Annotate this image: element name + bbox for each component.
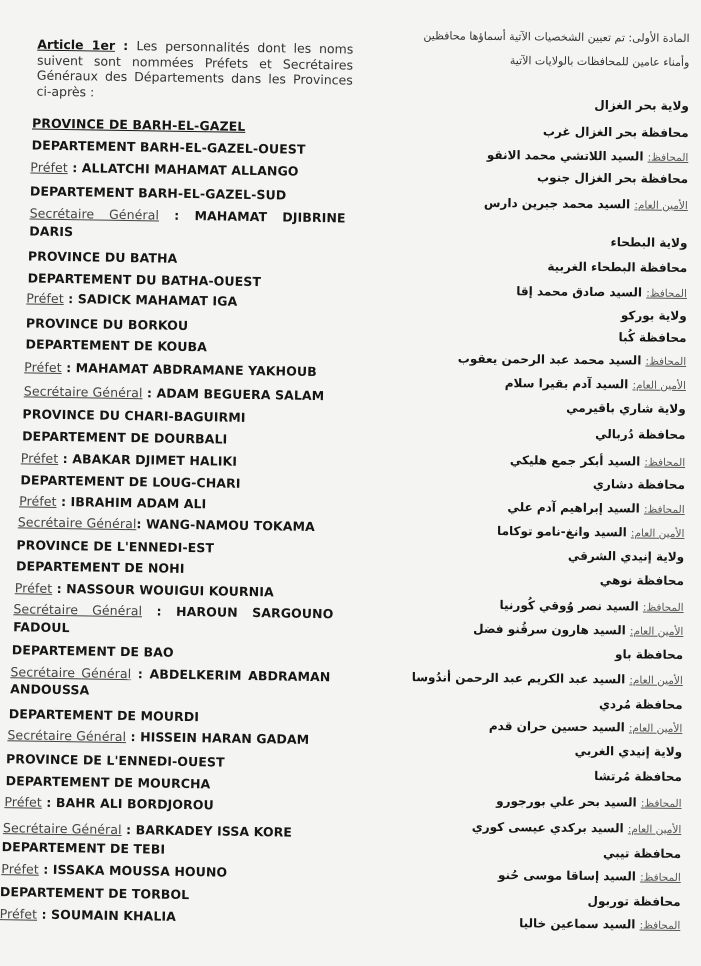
arabic-governor-label: المحافظ: xyxy=(639,919,681,932)
arabic-governor-line: المحافظ: السيد إساقا موسى حُنو xyxy=(497,868,681,884)
prefet-line: Préfet : NASSOUR WOUIGUI KOURNIA xyxy=(14,580,274,600)
official-name-continued: FADOUL xyxy=(13,619,70,636)
arabic-department-heading: محافظة مُرتشا xyxy=(594,769,682,784)
prefet-label: Préfet xyxy=(24,359,62,376)
arabic-sg-label: الأمين العام: xyxy=(627,823,682,836)
arabic-sg-label: الأمين العام: xyxy=(630,527,685,540)
department-heading: DEPARTEMENT DE BAO xyxy=(11,642,174,660)
prefet-label: Préfet xyxy=(30,159,68,176)
arabic-department-heading: محافظة نوهي xyxy=(599,573,684,588)
arabic-sg-line: الأمين العام: السيد هارون سرقُنو فضل xyxy=(473,621,684,638)
official-name: BARKADEY ISSA KORE xyxy=(135,822,293,840)
prefet-line: Préfet : MAHAMAT ABDRAMANE YAKHOUB xyxy=(24,359,317,380)
department-heading: DEPARTEMENT DU BATHA-OUEST xyxy=(27,270,262,290)
official-name: WANG-NAMOU TOKAMA xyxy=(145,516,315,535)
official-name: HISSEIN HARAN GADAM xyxy=(140,729,310,747)
prefet-line: Préfet : ALLATCHI MAHAMAT ALLANGO xyxy=(30,159,299,179)
official-name-continued: ANDOUSSA xyxy=(10,681,90,698)
official-name: HAROUN SARGOUNO xyxy=(176,603,334,622)
official-name: IBRAHIM ADAM ALI xyxy=(70,494,207,512)
arabic-department-heading: محافظة بحر الغزال جنوب xyxy=(536,170,689,186)
official-name: SADICK MAHAMAT IGA xyxy=(77,291,238,309)
official-name: MAHAMAT ABDRAMANE YAKHOUB xyxy=(75,360,317,380)
official-name: ISSAKA MOUSSA HOUNO xyxy=(52,861,228,880)
sg-label: Secrétaire Général xyxy=(7,727,127,745)
arabic-province-heading: ولاية بحر الغزال xyxy=(594,98,689,113)
department-heading: DEPARTEMENT DE TEBI xyxy=(1,839,166,857)
arabic-governor-label: المحافظ: xyxy=(640,797,682,810)
sg-line: Secrétaire Général : MAHAMAT DJIBRINE xyxy=(29,205,346,226)
prefet-line: Préfet : SADICK MAHAMAT IGA xyxy=(26,290,238,309)
arabic-governor-label: المحافظ: xyxy=(645,355,687,368)
arabic-province-heading: ولاية إنيدي الشرقي xyxy=(567,548,685,564)
arabic-department-heading: محافظة باو xyxy=(615,647,684,662)
department-heading: DEPARTEMENT BARH-EL-GAZEL-OUEST xyxy=(31,137,306,157)
province-heading: PROVINCE DE L'ENNEDI-EST xyxy=(16,537,215,556)
official-name: SOUMAIN KHALIA xyxy=(51,906,177,924)
official-name: BAHR ALI BORDJOROU xyxy=(55,794,214,813)
arabic-department-heading: محافظة كُبا xyxy=(618,330,687,345)
arabic-province-heading: ولاية شاري باقيرمي xyxy=(566,400,686,416)
sg-line: Secrétaire Général : ADAM BEGUERA SALAM xyxy=(23,383,325,404)
prefet-label: Préfet xyxy=(14,580,53,596)
arabic-province-heading: ولاية إنيدي الغربي xyxy=(574,743,683,759)
arabic-department-heading: محافظة البطحاء الغربية xyxy=(547,259,688,275)
arabic-province-heading: ولاية البطحاء xyxy=(610,235,688,250)
article-intro-text: Les personnalités dont les noms suivent sont nommées Préfets et Secrétaires Généraux des Départements dans les Provinces ci-après : xyxy=(36,38,354,99)
arabic-governor-label: المحافظ: xyxy=(643,503,685,516)
arabic-governor-line: المحافظ: السيد اللاتشي محمد الانقو xyxy=(486,147,689,164)
sg-label: Secrétaire Général xyxy=(2,820,122,838)
official-name: NASSOUR WOUIGUI KOURNIA xyxy=(66,581,274,600)
prefet-line: Préfet : BAHR ALI BORDJOROU xyxy=(4,794,214,813)
prefet-label: Préfet xyxy=(4,794,42,810)
sg-label: Secrétaire Général xyxy=(10,664,132,682)
prefet-line: Préfet : IBRAHIM ADAM ALI xyxy=(19,493,207,512)
sg-label: Secrétaire Général xyxy=(23,383,143,401)
official-name: ABAKAR DJIMET HALIKI xyxy=(72,451,238,469)
department-heading: DEPARTEMENT DE MOURCHA xyxy=(5,773,211,792)
arabic-sg-line: الأمين العام: السيد بركدي عيسى كوري xyxy=(471,819,682,836)
arabic-sg-label: الأمين العام: xyxy=(628,722,683,735)
arabic-sg-line: الأمين العام: السيد حسين حران قدم xyxy=(488,718,683,735)
province-heading: PROVINCE DE BARH-EL-GAZEL xyxy=(31,115,246,134)
arabic-sg-line: الأمين العام: السيد وانغ-نامو توكاما xyxy=(497,524,685,540)
arabic-department-heading: محافظة تيبي xyxy=(602,846,682,861)
department-heading: DEPARTEMENT DE KOUBA xyxy=(25,336,208,355)
arabic-sg-label: الأمين العام: xyxy=(629,625,684,638)
arabic-department-heading: محافظة دشاري xyxy=(592,477,685,492)
province-heading: PROVINCE DU BORKOU xyxy=(25,315,189,333)
official-name: ALLATCHI MAHAMAT ALLANGO xyxy=(81,160,299,179)
department-heading: DEPARTEMENT DE TORBOL xyxy=(0,884,190,903)
article-intro: Article 1er : Les personnalités dont les noms suivent sont nommées Préfets et Secrétaires Généraux des Départements dans les Provinces ci-après : xyxy=(36,36,354,99)
prefet-label: Préfet xyxy=(1,861,39,877)
arabic-governor-line: المحافظ: السيد صادق محمد إقا xyxy=(516,284,687,300)
arabic-intro-line: وأمناء عامين للمحافظات بالولايات الآتية xyxy=(509,54,690,69)
arabic-governor-label: المحافظ: xyxy=(646,287,687,300)
arabic-governor-line: المحافظ: السيد محمد عبد الرحمن يعقوب xyxy=(457,351,687,368)
official-name: MAHAMAT DJIBRINE xyxy=(194,208,346,226)
sg-line: Secrétaire Général : HAROUN SARGOUNO xyxy=(13,601,334,622)
arabic-governor-label: المحافظ: xyxy=(642,601,684,614)
arabic-sg-label: الأمين العام: xyxy=(634,199,688,212)
arabic-governor-label: المحافظ: xyxy=(647,151,689,164)
prefet-line: Préfet : ISSAKA MOUSSA HOUNO xyxy=(1,861,228,880)
prefet-label: Préfet xyxy=(20,450,59,466)
arabic-intro-line: المادة الأولى: تم تعيين الشخصيات الآتية أسماؤها محافظين xyxy=(423,29,690,45)
arabic-department-heading: محافظة دُربالي xyxy=(595,427,686,442)
province-heading: PROVINCE DU BATHA xyxy=(27,248,178,266)
arabic-sg-line: الأمين العام: السيد آدم بقيرا سلام xyxy=(504,376,687,392)
official-name-continued: DARIS xyxy=(29,223,74,240)
arabic-governor-line: المحافظ: السيد نصر وُوقي كُورنيا xyxy=(499,598,684,614)
department-heading: DEPARTEMENT DE NOHI xyxy=(15,558,185,576)
official-name: ADAM BEGUERA SALAM xyxy=(156,385,325,404)
arabic-department-heading: محافظة بحر الغزال غرب xyxy=(542,124,689,140)
prefet-line: Préfet : SOUMAIN KHALIA xyxy=(0,906,177,924)
prefet-line: Préfet : ABAKAR DJIMET HALIKI xyxy=(20,450,238,469)
arabic-province-heading: ولاية بوركو xyxy=(620,308,687,323)
arabic-column xyxy=(362,0,690,960)
arabic-governor-label: المحافظ: xyxy=(640,871,681,884)
arabic-governor-line: المحافظ: السيد بحر علي بورجورو xyxy=(496,794,682,810)
official-name: ABDELKERIM ABDRAMAN xyxy=(149,666,331,685)
sg-line: Secrétaire Général : BARKADEY ISSA KORE xyxy=(2,820,293,840)
department-heading: DEPARTEMENT DE MOURDI xyxy=(8,706,200,725)
sg-label: Secrétaire Général xyxy=(13,601,143,619)
arabic-sg-label: الأمين العام: xyxy=(629,674,683,687)
arabic-governor-line: المحافظ: السيد إبراهيم آدم علي xyxy=(507,500,685,516)
arabic-governor-label: المحافظ: xyxy=(644,456,686,469)
arabic-governor-line: المحافظ: السيد أبكر جمع هليكي xyxy=(509,453,686,469)
sg-label: Secrétaire Général xyxy=(17,514,137,532)
arabic-sg-line: الأمين العام: السيد عبد الكريم عبد الرحمن أندُوسا xyxy=(411,670,683,687)
prefet-label: Préfet xyxy=(0,906,38,922)
sg-line: Secrétaire Général: WANG-NAMOU TOKAMA xyxy=(17,514,315,535)
sg-line: Secrétaire Général : ABDELKERIM ABDRAMAN xyxy=(10,664,331,685)
sg-label: Secrétaire Général xyxy=(29,205,160,223)
province-heading: PROVINCE DU CHARI-BAGUIRMI xyxy=(22,406,246,425)
department-heading: DEPARTEMENT DE LOUG-CHARI xyxy=(20,472,241,491)
sg-line: Secrétaire Général : HISSEIN HARAN GADAM xyxy=(7,727,310,747)
arabic-department-heading: محافظة مُردي xyxy=(598,697,683,712)
prefet-label: Préfet xyxy=(26,290,64,307)
article-label: Article 1er xyxy=(37,36,116,53)
province-heading: PROVINCE DE L'ENNEDI-OUEST xyxy=(5,751,225,770)
prefet-label: Préfet xyxy=(19,493,57,509)
arabic-governor-line: المحافظ: السيد سماعين خاليا xyxy=(519,916,681,932)
arabic-sg-line: الأمين العام: السيد محمد جبرين دارس xyxy=(483,195,688,212)
arabic-sg-label: الأمين العام: xyxy=(632,379,687,392)
arabic-department-heading: محافظة توربول xyxy=(587,893,681,909)
department-heading: DEPARTEMENT BARH-EL-GAZEL-SUD xyxy=(29,183,287,203)
department-heading: DEPARTEMENT DE DOURBALI xyxy=(22,428,228,447)
